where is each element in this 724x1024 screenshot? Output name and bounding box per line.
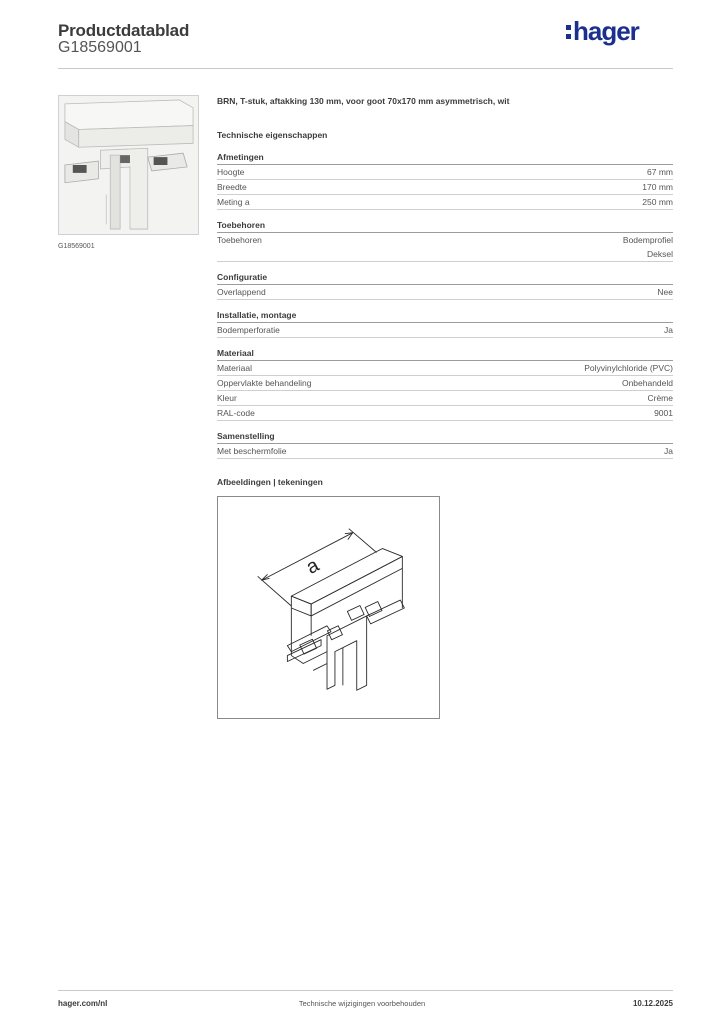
table-row [217, 406, 673, 421]
row-value: Crème [647, 393, 673, 403]
table-row [217, 180, 673, 195]
technical-drawing [217, 496, 440, 719]
section-materiaal [217, 346, 673, 421]
table-row [217, 323, 673, 338]
row-label: Toebehoren [217, 235, 262, 245]
section-afmetingen [217, 150, 673, 210]
footer-date: 10.12.2025 [632, 999, 673, 1008]
row-label: Met beschermfolie [217, 446, 287, 456]
row-label: Overlappend [217, 287, 266, 297]
footer-disclaimer: Technische wijzigingen voorbehouden [298, 999, 426, 1008]
header-divider [58, 68, 673, 69]
table-row [217, 376, 673, 391]
row-value: Ja [664, 446, 673, 456]
article-number: G18569001 [58, 39, 142, 56]
table-row [217, 195, 673, 210]
dimension-label: a [302, 554, 323, 579]
section-toebehoren [217, 218, 673, 262]
section-title: Configuratie [217, 270, 673, 285]
row-label: Bodemperforatie [217, 325, 280, 335]
section-title: Materiaal [217, 346, 673, 361]
row-value: Ja [664, 325, 673, 335]
row-value: Nee [657, 287, 673, 297]
section-title: Samenstelling [217, 429, 673, 444]
thumbnail-caption: G18569001 [58, 243, 95, 250]
row-value: Polyvinylchloride (PVC) [584, 363, 673, 373]
section-title: Installatie, montage [217, 308, 673, 323]
row-value: 67 mm [647, 167, 673, 177]
row-label: Kleur [217, 393, 237, 403]
row-value: Onbehandeld [621, 378, 673, 388]
row-label: Hoogte [217, 167, 245, 177]
row-value-line: Deksel [647, 249, 673, 259]
table-row [217, 361, 673, 376]
table-row [217, 444, 673, 459]
section-title: Afmetingen [217, 150, 673, 165]
table-row [217, 285, 673, 300]
section-title: Toebehoren [217, 218, 673, 233]
technical-properties-heading: Technische eigenschappen [217, 130, 328, 140]
row-label: Breedte [217, 182, 247, 192]
row-value: 250 mm [642, 197, 673, 207]
table-row [217, 165, 673, 180]
table-row [217, 391, 673, 406]
row-value: 9001 [654, 408, 673, 418]
row-label: Oppervlakte behandeling [217, 378, 312, 388]
hager-logo [566, 14, 658, 48]
footer-divider [58, 990, 673, 991]
row-value: 170 mm [642, 182, 673, 192]
row-value-line: Bodemprofiel [622, 235, 673, 245]
section-samenstelling [217, 429, 673, 459]
logo-text: hager [573, 16, 639, 46]
row-label: Materiaal [217, 363, 252, 373]
table-row [217, 233, 673, 262]
page-title: Productdatablad [58, 21, 190, 40]
product-description: BRN, T-stuk, aftakking 130 mm, voor goot 70x170 mm asymmetrisch, wit [217, 96, 510, 106]
row-label: Meting a [217, 197, 250, 207]
row-value [623, 233, 673, 261]
section-configuratie [217, 270, 673, 300]
product-thumbnail [58, 95, 199, 235]
footer-website[interactable]: hager.com/nl [58, 999, 108, 1008]
row-label: RAL-code [217, 408, 255, 418]
main-content [217, 94, 673, 719]
images-heading: Afbeeldingen | tekeningen [217, 477, 323, 487]
section-installatie [217, 308, 673, 338]
